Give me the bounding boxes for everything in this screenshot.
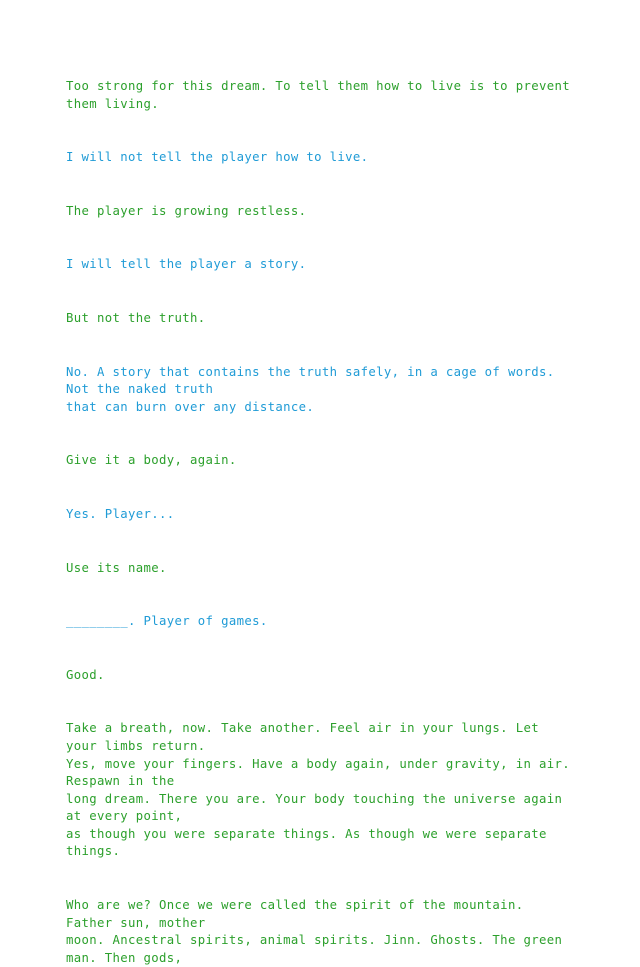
poem-paragraph bbox=[66, 149, 574, 167]
poem-paragraph bbox=[66, 452, 574, 470]
poem-line: I will not tell the player how to live. bbox=[66, 150, 369, 165]
poem-line: But not the truth. bbox=[66, 310, 206, 325]
poem-line: moon. Ancestral spirits, animal spirits. Jinn. Ghosts. The green man. Then gods, bbox=[66, 933, 570, 965]
poem-line: I will tell the player a story. bbox=[66, 257, 307, 272]
poem-line: long dream. There you are. Your body touching the universe again at every point, bbox=[66, 791, 570, 824]
poem-line: as though you were separate things. As though we were separate things. bbox=[66, 826, 555, 859]
poem-line: that can burn over any distance. bbox=[66, 399, 315, 414]
poem-line: The player is growing restless. bbox=[66, 203, 307, 218]
poem-line: Use its name. bbox=[66, 560, 167, 575]
poem-paragraph bbox=[66, 203, 574, 221]
poem-line: Yes, move your fingers. Have a body again, under gravity, in air. Respawn in the bbox=[66, 756, 578, 789]
poem-line: ________. Player of games. bbox=[66, 614, 268, 629]
poem-paragraph bbox=[66, 897, 574, 967]
poem-line: Take a breath, now. Take another. Feel air in your lungs. Let your limbs return. bbox=[66, 721, 547, 753]
poem-paragraph bbox=[66, 506, 574, 524]
poem-line: Good. bbox=[66, 667, 105, 682]
poem-line: Give it a body, again. bbox=[66, 453, 237, 468]
poem-paragraph bbox=[66, 310, 574, 328]
poem-paragraph bbox=[66, 256, 574, 274]
poem-paragraph bbox=[66, 667, 574, 685]
poem-paragraph bbox=[66, 560, 574, 578]
poem-line: No. A story that contains the truth safely, in a cage of words. Not the naked truth bbox=[66, 364, 563, 397]
poem-line: Yes. Player... bbox=[66, 506, 175, 521]
poem-paragraph bbox=[66, 613, 574, 631]
poem-paragraph bbox=[66, 364, 574, 417]
poem-line: Too strong for this dream. To tell them how to live is to prevent them living. bbox=[66, 79, 578, 111]
poem-paragraph bbox=[66, 720, 578, 861]
poem-paragraph bbox=[66, 78, 578, 113]
poem-line: Who are we? Once we were called the spirit of the mountain. Father sun, mother bbox=[66, 898, 532, 930]
